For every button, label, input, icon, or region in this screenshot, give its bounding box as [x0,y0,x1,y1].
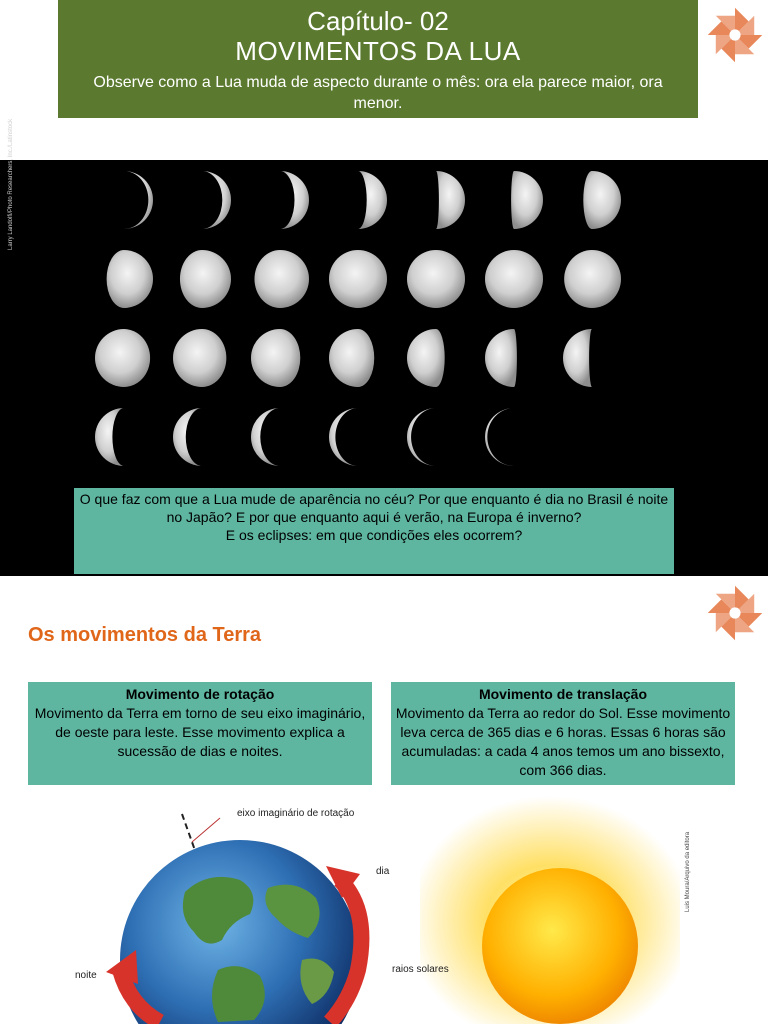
translation-box [391,682,735,785]
moon-phase [251,408,280,466]
moon-phase [180,250,231,308]
night-label: noite [75,970,97,981]
moon-phase [95,408,124,466]
moon-phase [173,329,226,387]
image-credit: Luis Moura/Arquivo da editora [685,831,691,912]
moon-phase [407,329,445,387]
intro-text: Observe como a Lua muda de aspecto durante o mês: ora ela parece maior, ora menor. [93,74,663,112]
question-text: O que faz com que a Lua mude de aparência no céu? Por que enquanto é dia no Brasil é noite no Japão? E por que enquanto aqui é verão, na Europa é inverno? [79,491,669,525]
moon-phase [280,171,309,229]
moon-phase [563,329,592,387]
moon-phase [407,250,465,308]
rotation-box [28,682,372,785]
translation-heading: Movimento de translação [478,686,648,702]
rotation-heading: Movimento de rotação [125,686,275,702]
moon-phase [485,250,543,308]
translation-text: Movimento da Terra ao redor do Sol. Esse movimento leva cerca de 365 dias e 6 horas. Essas 6 horas são acumuladas: a cada 4 anos temos um ano bissexto, com 366 dias. [395,705,731,778]
pinwheel-logo-icon [704,582,766,644]
moon-phase [251,329,300,387]
moon-phase [358,171,387,229]
question-box [74,488,674,574]
photo-credit: Larry Landolfi/Photo Researchers, Inc./Latinstock [8,118,14,250]
moon-phase [511,171,543,229]
moon-phase [329,329,374,387]
chapter-header [58,0,698,118]
moon-phase [564,250,621,308]
moon-phase [329,250,387,308]
section-title: Os movimentos da Terra [28,624,262,646]
moon-phase [407,408,436,466]
moon-phase [436,171,465,229]
sun-illustration [420,796,680,1024]
chapter-title: MOVIMENTOS DA LUA [235,36,521,66]
moon-phase [202,171,231,229]
axis-label: eixo imaginário de rotação [237,808,355,819]
earth-rotation-illustration [90,800,390,1024]
moon-phase [173,408,202,466]
moon-phase [329,408,358,466]
moon-phase [95,329,150,387]
moon-phase [124,171,153,229]
sun-rays-label: raios solares [392,964,449,975]
rotation-text: Movimento da Terra em torno de seu eixo imaginário, de oeste para leste. Esse movimento explica a sucessão de dias e noites. [34,705,366,759]
day-label: dia [376,866,390,877]
moon-phase [107,250,153,308]
moon-phase [583,171,621,229]
moon-phase [485,329,517,387]
moon-phase [254,250,309,308]
pinwheel-logo-icon [704,4,766,66]
eclipse-question: E os eclipses: em que condições eles ocorrem? [225,527,523,543]
moon-phase [485,408,514,466]
chapter-number: Capítulo- 02 [307,6,449,36]
